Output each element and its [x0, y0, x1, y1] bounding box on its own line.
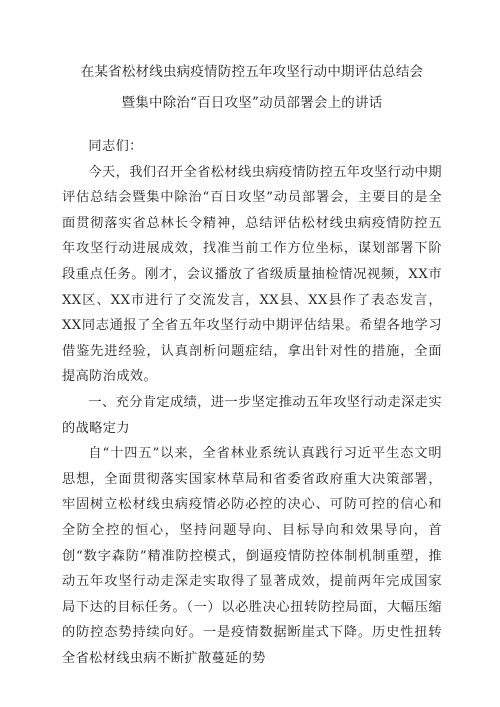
section-heading-1: 一、充分肯定成绩，进一步坚定推动五年攻坚行动走深走实的战略定力 [62, 394, 442, 436]
salutation: 同志们： [88, 139, 143, 154]
document-title-line-1: 在某省松材线虫病疫情防控五年攻坚行动中期评估总结会 [80, 64, 424, 80]
body-paragraph-achievements: 自“十四五”以来，全省林业系统认真践行习近平生态文明思想，全面贯彻落实国家林草局和省委省政府重大决策部署，牢固树立松材线虫病疫情必防必控的决心、可防可控的信心和全防全控的恒心，坚持问题导向、目标导向和效果导向，首创“数字森防”精准防控模式，倒逼疫情防控体制机制重塑，推动五年攻坚行动走深走实取得了显著成效，提前两年完成国家局下达的目标任务。（一）以必胜决心扭转防控局面，大幅压缩的防控态势持续向好。一是疫情数据断崖式下降。历史性扭转全省松材线虫病不断扩散蔓延的势 [62, 446, 442, 666]
body-paragraph-intro: 今天，我们召开全省松材线虫病疫情防控五年攻坚行动中期评估总结会暨集中除治“百日攻坚”动员部署会，主要目的是全面贯彻落实省总林长令精神，总结评估松材线虫病疫情防控五年攻坚行动进展成效，找准当前工作方位坐标，谋划部署下阶段重点任务。刚才，会议播放了省级质量抽检情况视频，XX市XX区、XX市进行了交流发言，XX县、XX县作了表态发言，XX同志通报了全省五年攻坚行动中期评估结果。希望各地学习借鉴先进经验，认真剖析问题症结，拿出针对性的措施，全面提高防治成效。 [62, 164, 442, 385]
document-title-line-2: 暨集中除治“百日攻坚”动员部署会上的讲话 [121, 95, 383, 111]
